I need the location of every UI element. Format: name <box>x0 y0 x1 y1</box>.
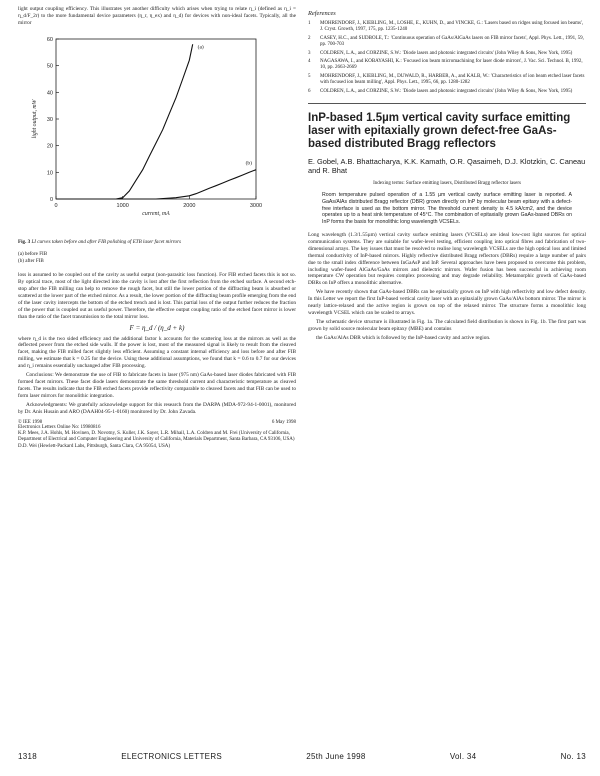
reference-number: 5 <box>308 73 311 79</box>
journal-name: ELECTRONICS LETTERS <box>121 752 223 761</box>
series-line-before-fib <box>56 44 193 199</box>
letters-online-number: Electronics Letters Online No: 19980816 <box>18 424 101 430</box>
reference-number: 3 <box>308 50 311 56</box>
y-tick-label: 20 <box>46 143 53 150</box>
reference-item <box>308 59 586 72</box>
body-paragraph-3: where η_d is the two sided efficiency and the additional factor k accounts for the scattering loss at the mirrors as well as the deflected power from the etched side walls. If the power is lost, most of the measured signal is likely to result from the cleaved facet, making the FIB milled facet slightly less efficient. Assuming a constant internal efficiency and loss before and after FIB milling, we estimate that k = 0.25 for the device. Using these additional assumptions, we found that k = 0.6 to 0.7 for our devices and η_i remains essentially unchanged after FIB processing. <box>18 335 296 370</box>
legend-b: (b) after FIB <box>18 257 44 264</box>
author-affiliations: K.P. Mees, J.A. Hohls, M. Hovinen, D. Novotny, S. Kuller, J.K. Sayer, L.R. Mihail, L.A. Coldren and M. Frei (University of California, Department of Electrical and Computer Engineering and University of California, Materials Department, Santa Barbara, CA 93106, USA) <box>18 430 295 443</box>
figure-caption <box>18 239 296 246</box>
x-tick-label: 1000 <box>116 202 129 209</box>
article-abstract: Room temperature pulsed operation of a 1.55 µm vertical cavity surface emitting laser is reported. A GaAs/AlAs distributed Bragg reflector (DBR) grown directly on InP by molecular beam epitaxy with a defect-free interface is used as the bottom mirror. The threshold current density is 4.5 kA/cm2, and the device operates up to a heat sink temperature of 45°C. The combination of epitaxially grown GaAs-based DBRs on InP forms the basis for monolithic long wavelength VCSELs. <box>322 192 572 226</box>
reference-text: MOHRENDORF, J., KIEBLING, M., LOSHE, E., KUHN, D., and VINCKE, G.: 'Lasers based on ridges using focused ion beams', J. Cryst. Growth, 1997, 175, pp. 1235-1240 <box>320 21 584 33</box>
figure-legend <box>18 251 296 264</box>
reference-item <box>308 89 586 95</box>
received-date: 6 May 1998 <box>271 419 296 425</box>
article-body-3: The schematic device structure is illustrated in Fig. 1a. The calculated field distribution is shown in Fig. 1b. The first part was grown by solid source molecular beam epitaxy (MBE) and contains <box>308 318 586 332</box>
indexing-terms: Indexing terms: Surface emitting lasers, Distributed Bragg reflector lasers <box>373 181 521 187</box>
y-tick-label: 0 <box>49 196 53 203</box>
acknowledgments: Acknowledgments: We gratefully acknowledge support for this research from the DARPA (MDA-972-94-1-0001), monitored by Dr. Anis Husain and ARO (DAAH04-95-1-0160) monitored by Dr. John Zavada. <box>18 401 296 415</box>
article-body-2: We have recently shown that GaAs-based DBRs can be epitaxially grown on InP with high reflectivity and low defect density. In this Letter we report the first InP-based vertical cavity laser with an epitaxially grown GaAs/AlAs bottom mirror. The mirror is nearly lattice-relaxed and the active region is grown on top of the relaxed mirror. The structure forms a monolithic long wavelength VCSEL which can be scaled to arrays. <box>308 289 586 317</box>
issue-number: No. 13 <box>560 752 586 761</box>
y-tick-label: 30 <box>46 116 53 123</box>
legend-a: (a) before FIB <box>18 251 48 258</box>
reference-number: 6 <box>308 88 311 94</box>
article-authors: E. Gobel, A.B. Bhattacharya, K.K. Kamath, O.R. Qasaimeh, D.J. Klotzkin, C. Caneau and R. Bhat <box>308 157 586 176</box>
series-line-after-fib <box>56 169 256 198</box>
y-tick-label: 10 <box>46 170 53 177</box>
page-number: 1318 <box>18 752 37 761</box>
corresponding-author: D.D. Wei (Hewlett-Packard Labs, Pittsburgh, Santa Clara, CA 95054, USA) <box>18 443 171 449</box>
y-tick-label: 60 <box>46 36 53 43</box>
reference-text: CASEY, H.C., and SUDBOLE, T.: 'Continuous operation of GaAs/AlGaAs lasers on FIB mirror facets', Appl. Phys. Lett., 1991, 59, pp. 700-703 <box>320 35 584 48</box>
caption-label: Fig. 3 <box>18 238 31 245</box>
x-axis-label: current, mA <box>142 210 170 217</box>
plot-frame <box>56 39 256 199</box>
copyright: © IEE 1998 <box>18 419 43 425</box>
reference-text: COLDREN, L.A., and CORZINE, S.W.: 'Diode lasers and photonic integrated circuits' (John Wiley & Sons, New York, 1995) <box>320 88 573 94</box>
issue-date: 25th June 1998 <box>306 752 366 761</box>
x-tick-label: 3000 <box>249 202 263 209</box>
y-tick-label: 40 <box>46 90 53 97</box>
reference-number: 2 <box>308 35 311 41</box>
x-tick-label: 2000 <box>183 202 196 209</box>
article-body-4: the GaAs/AlAs DBR which is followed by the InP-based cavity and active region. <box>316 334 491 341</box>
equation: F = η_d / (η_d + k) <box>129 323 185 332</box>
series-label-b: (b) <box>245 160 252 167</box>
body-paragraph-2: loss is assumed to be coupled out of the cavity as useful output (non-parasitic loss function). For FIB etched facets this is not so. By optical trace, most of the light directed into the cavity is lost after the first reflection from the etched surface. A second etch-stop after the FIB milling can help to remove the rough facet, but still the lower portion of the diffracting beam is absorbed or scattered at the lower part of the etched mirror. As a result, the lower portion of the diffracting beam profile emerging from the end of the laser cavity intercepts the bottom of the etched trench and is lost. This partial loss of the output further reduces the fraction of the power that is coupled out as useful power. Therefore, the effective output coupling ratio of the etched facet mirror is lower than the ratio of the facet transmission to the total mirror loss. <box>18 272 296 320</box>
right-column <box>308 6 586 344</box>
figure-3-chart <box>18 31 296 236</box>
y-axis-label: light output, mW <box>32 99 38 139</box>
reference-item <box>308 74 586 87</box>
conclusion-paragraph: Conclusions: We demonstrate the use of FIB to fabricate facets in laser (975 nm) GaAs-based laser diodes fabricated with FIB formed facet mirrors. These facet diode lasers demonstrate the same threshold current and characteristic temperature as cleaved facets. The results indicate that the FIB etched facets provide reflectivity comparable to cleaved facets and that FIB can be used to form laser mirrors for monolithic integration. <box>18 372 296 399</box>
series-label-a: (a) <box>197 44 204 51</box>
reference-text: COLDREN, L.A., and CORZINE, S.W.: 'Diode lasers and photonic integrated circuits' (John Wiley & Sons, New York, 1995) <box>320 50 573 56</box>
article-body-1: Long wavelength (1.3/1.55µm) vertical cavity surface emitting lasers (VCSELs) are ideal low-cost light sources for optical communication systems. They are suitable for wafer-level testing, efficient coupling into optical fibres and fabrication of two-dimensional arrays. The key issues that must be resolved to realise long wavelength VCSELs are the high optical loss and limited thermal conductivity of InP-based mirrors. Highly reflective distributed Bragg reflectors (DBRs) require a large number of pairs due to the small index difference between InGaAsP and InP. Several approaches have been proposed to overcome this problem, including wafer-fused AlGaAs/GaAs mirrors and dielectric mirrors. Wafer fusion has been successful in achieving room temperature CW operation but requires complex processing and may degrade reliability. Metamorphic growth of GaAs-based DBRs on InP offers a monolithic alternative. <box>308 232 586 287</box>
reference-text: NAGASAWA, I., and KOBAYASHI, K.: 'Focused ion beam micromachining for laser diode mirrors', J. Vac. Sci. Technol. B, 1992, 10, pp. 2663-2669 <box>320 59 583 71</box>
references-heading: References <box>308 10 336 17</box>
reference-number: 4 <box>308 59 311 65</box>
volume: Vol. 34 <box>449 752 477 761</box>
page-footer <box>18 752 586 761</box>
caption-text: LI curves taken before and after FIB polishing of ETB laser facet mirrors <box>31 238 182 245</box>
article-divider <box>308 103 586 104</box>
li-curve-plot <box>18 31 296 236</box>
reference-list <box>308 21 586 95</box>
reference-text: MOHRENDORF, J., KIEBLING, M., DUWALD, R., HARBER, A., and KALB, W.: 'Characteristics of ion beam etched laser facets with focused ion beam milling', Appl. Phys. Lett., 1995, 66, pp. 1280-1282 <box>320 73 585 86</box>
y-tick-label: 50 <box>46 63 53 70</box>
reference-item <box>308 21 586 34</box>
x-tick-label: 0 <box>54 202 58 209</box>
article-title: InP-based 1.5µm vertical cavity surface emitting laser with epitaxially grown defect-free GaAs-based distributed Bragg reflectors <box>308 112 571 151</box>
reference-number: 1 <box>308 21 311 26</box>
left-column <box>18 6 296 450</box>
reference-item <box>308 36 586 49</box>
intro-paragraph: light output coupling efficiency. This illustrates yet another difficulty which arises when trying to relate η_i (defined as η_i = η_d/F_2r) to the more fundamental device parameters (η_r, η_ex) and η_d) for devices with non-ideal facets. Typically, all the mirror <box>18 6 296 26</box>
reference-item <box>308 51 586 57</box>
